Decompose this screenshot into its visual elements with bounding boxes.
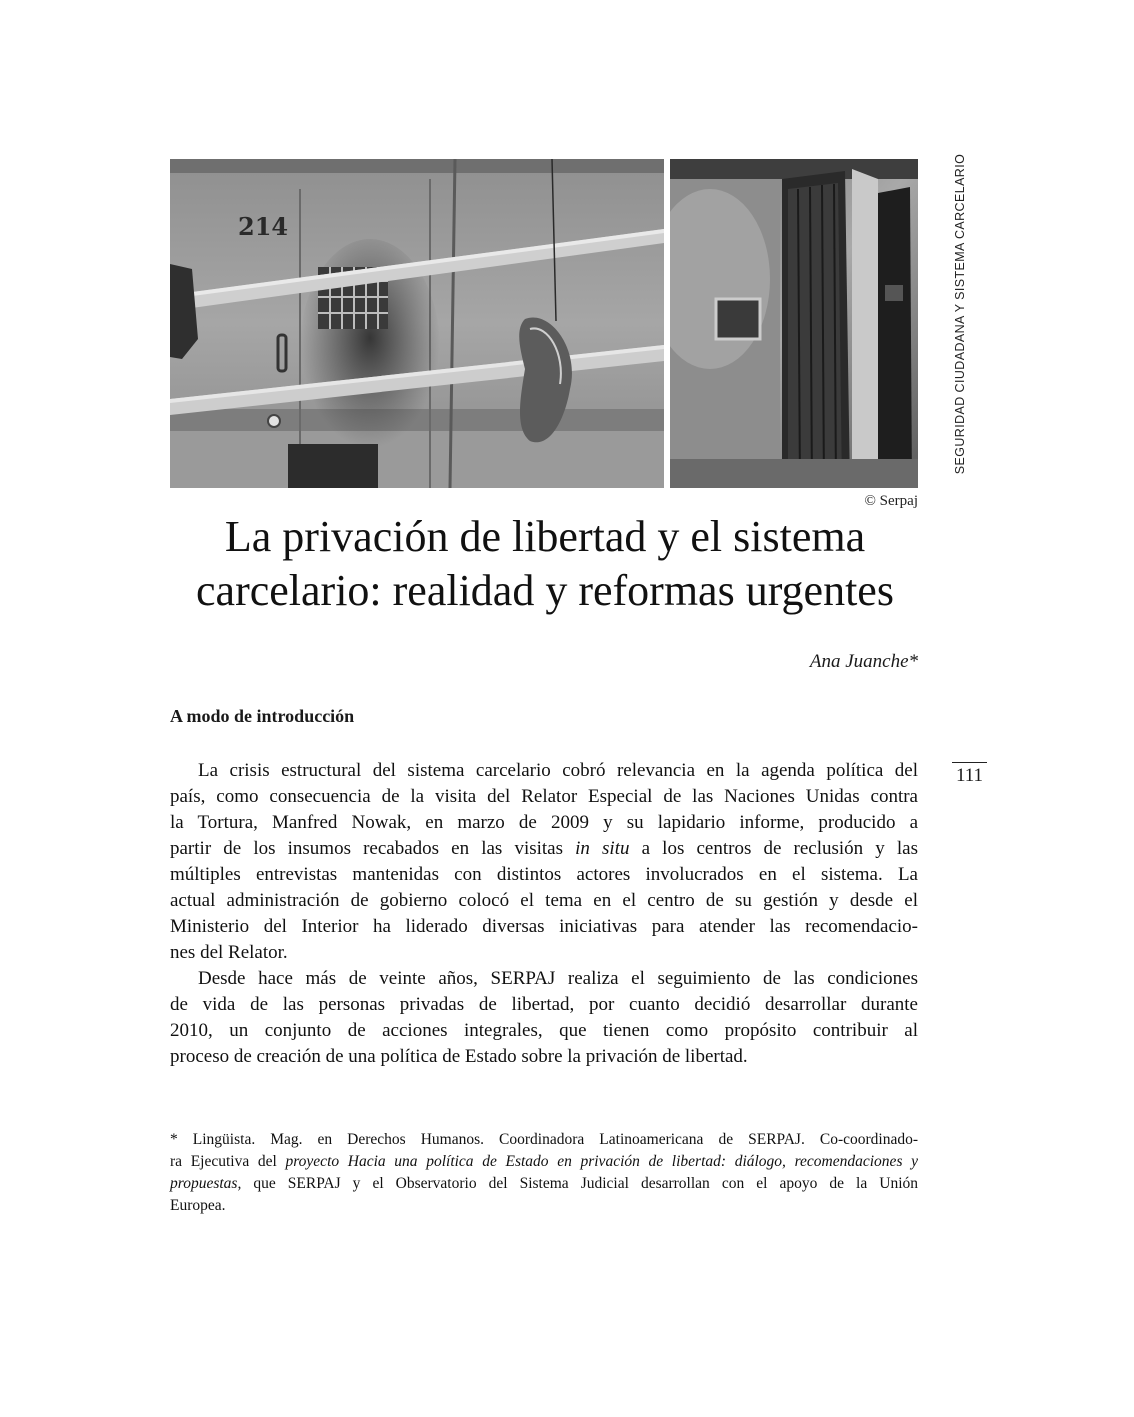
section-heading: A modo de introducción (170, 706, 355, 726)
project-title-italic-end: propuestas, (170, 1175, 242, 1192)
body-line: 2010, un conjunto de acciones integrales, que tienen como propósito contribuir al (170, 1020, 918, 1041)
article-body (170, 758, 918, 1070)
photo-credit: © Serpaj (864, 493, 918, 509)
footnote-line: * Lingüista. Mag. en Derechos Humanos. Coordinadora Latinoamericana de SERPAJ. Co-coordinado- (170, 1131, 918, 1148)
body-paragraph-1 (170, 758, 918, 966)
prison-corridor-photo-right (670, 159, 918, 488)
body-line: proceso de creación de una política de Estado sobre la privación de libertad. (170, 1046, 748, 1067)
article-title-line-2: carcelario: realidad y reformas urgentes (196, 566, 894, 615)
body-paragraph-2 (170, 966, 918, 1070)
author-name: Ana Juanche* (809, 651, 918, 672)
footnote-text: ra Ejecutiva del (170, 1153, 277, 1170)
footnote-line (170, 1151, 918, 1173)
running-section-label (951, 153, 969, 475)
body-line: nes del Relator. (170, 942, 288, 963)
body-line: múltiples entrevistas mantenidas con distintos actores involucrados en el sistema. La (170, 864, 918, 885)
footnote-text: que SERPAJ y el Observatorio del Sistema Judicial desarrollan con el apoyo de la Unión (253, 1175, 918, 1192)
latin-term-in-situ: in situ (575, 838, 630, 859)
footnote-line (170, 1173, 918, 1195)
page-number: 111 (952, 762, 987, 787)
body-line: La crisis estructural del sistema carcelario cobró relevancia en la agenda política del (198, 760, 918, 781)
cell-number-label: 214 (238, 212, 289, 241)
body-line: actual administración de gobierno colocó el tema en el centro de su gestión y desde el (170, 890, 918, 911)
body-line: la Tortura, Manfred Nowak, en marzo de 2009 y su lapidario informe, producido a (170, 812, 918, 833)
author-footnote (170, 1129, 918, 1217)
footnote-line: Europea. (170, 1197, 226, 1214)
article-title-line-1: La privación de libertad y el sistema (224, 512, 866, 561)
prison-cell-photo-left (170, 159, 664, 488)
body-text: partir de los insumos recabados en las visitas (170, 838, 564, 859)
body-line: Ministerio del Interior ha liderado diversas iniciativas para atender las recomendacio- (170, 916, 918, 937)
body-line: país, como consecuencia de la visita del Relator Especial de las Naciones Unidas contra (170, 786, 918, 807)
body-line: Desde hace más de veinte años, SERPAJ realiza el seguimiento de las condiciones (198, 968, 918, 989)
body-line: de vida de las personas privadas de libertad, por cuanto decidió desarrollar durante (170, 994, 918, 1015)
article-title (140, 510, 950, 618)
body-line-with-italic (170, 836, 918, 862)
body-text: a los centros de reclusión y las (641, 838, 919, 859)
prison-cell-photo-left-image (170, 159, 664, 488)
project-title-italic: proyecto Hacia una política de Estado en privación de libertad: diálogo, recomendaciones y (285, 1153, 919, 1170)
running-section-label-text: SEGURIDAD CIUDADANA Y SISTEMA CARCELARIO (953, 153, 967, 475)
prison-corridor-photo-right-image (670, 159, 918, 488)
